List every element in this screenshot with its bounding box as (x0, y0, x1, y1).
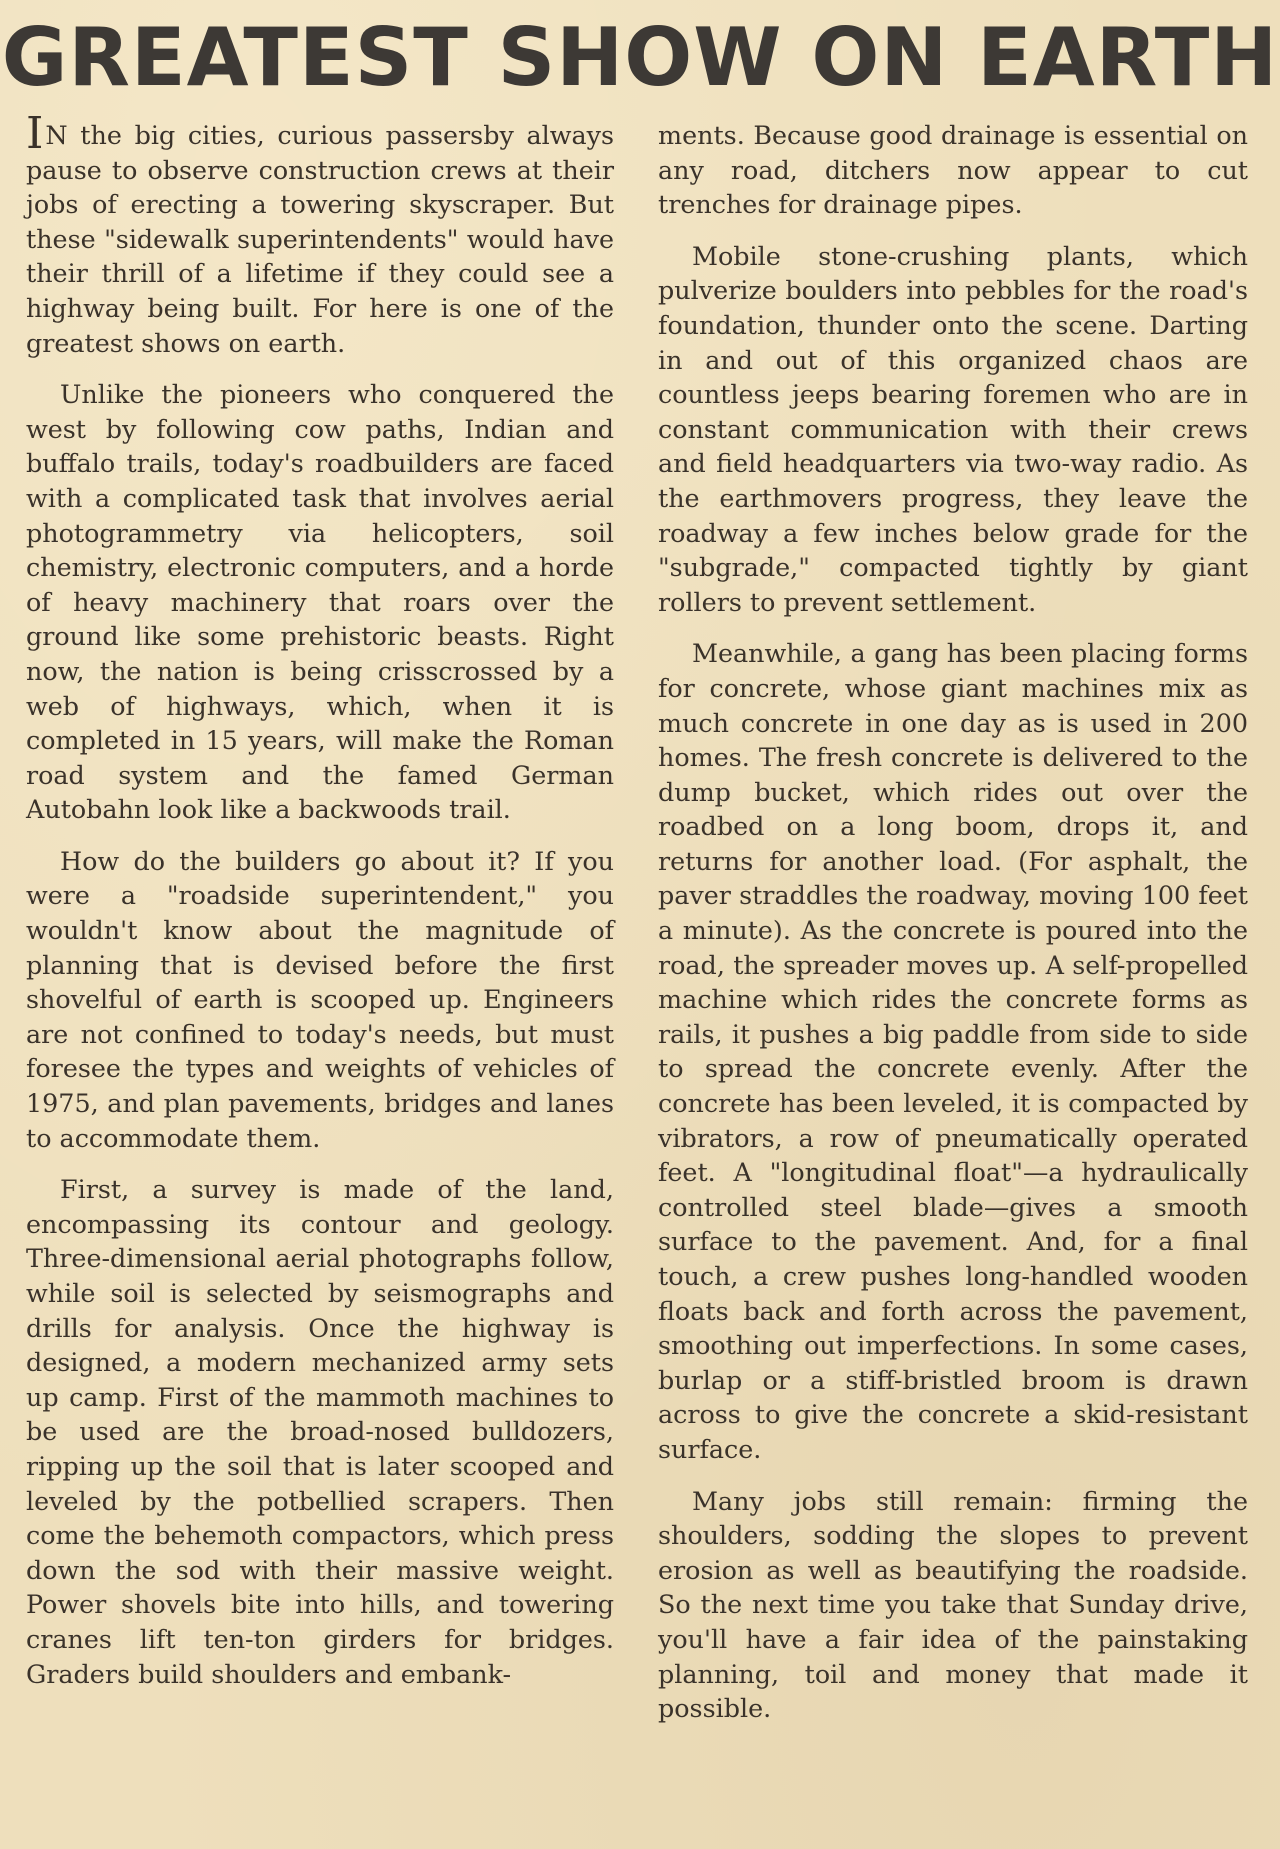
paragraph-conclusion: Many jobs still remain: firming the shoulders, sodding the slopes to prevent erosion as well as beautifying the roadside. So the next time you take that Sunday drive, you'll have a fair idea of the painstaking planning, toil and money that made it possible. (658, 1485, 1248, 1724)
page-title: GREATEST SHOW ON EARTH (1, 11, 1279, 104)
left-column (26, 108, 614, 1708)
drop-cap: I (26, 108, 44, 159)
paragraph-intro-text: N the big cities, curious passersby always pause to observe construction crews at their jobs of erecting a towering skyscraper. But these "sidewalk superintendents" would have their thrill of a lifetime if they could see a highway being built. For here is one of the greatest shows on earth. (26, 120, 614, 358)
paragraph-drainage: ments. Because good drainage is essential on any road, ditchers now appear to cut trenches for drainage pipes. (658, 120, 1248, 220)
right-column (658, 118, 1248, 1743)
paragraph-planning: How do the builders go about it? If you were a "roadside superintendent," you wouldn't know about the magnitude of planning that is devised before the first shovelful of earth is scooped up. Engineers are not confined to today's needs, but must foresee the types and weights of vehicles of 1975, and plan pavements, bridges and lanes to accommodate them. (26, 845, 614, 1153)
paragraph-concrete: Meanwhile, a gang has been placing forms for concrete, whose giant machines mix as much concrete in one day as is used in 200 homes. The fresh concrete is delivered to the dump bucket, which rides out over the roadbed on a long boom, drops it, and returns for another load. (For asphalt, the paver straddles the roadway, moving 100 feet a minute). As the concrete is poured into the road, the spreader moves up. A self-propelled machine which rides the concrete forms as rails, it pushes a big paddle from side to side to spread the concrete evenly. After the concrete has been leveled, it is compacted by vibrators, a row of pneumatically operated feet. A "longitudinal float"—a hydraulically controlled steel blade—gives a smooth surface to the pavement. And, for a final touch, a crew pushes long-handled wooden floats back and forth across the pavement, smoothing out imperfections. In some cases, burlap or a stiff-bristled broom is drawn across to give the concrete a skid-resistant surface. (658, 638, 1248, 1464)
paragraph-pioneers: Unlike the pioneers who conquered the west by following cow paths, Indian and buffalo trails, today's roadbuilders are faced with a complicated task that involves aerial photogrammetry via helicopters, soil chemistry, electronic computers, and a horde of heavy machinery that roars over the ground like some prehistoric beasts. Right now, the nation is being crisscrossed by a web of highways, which, when it is completed in 15 years, will make the Roman road system and the famed German Autobahn look like a backwoods trail. (26, 379, 614, 825)
paragraph-survey: First, a survey is made of the land, encompassing its contour and geology. Three-dimensional aerial photographs follow, while soil is selected by seismographs and drills for analysis. Once the highway is designed, a modern mechanized army sets up camp. First of the mammoth machines to be used are the broad-nosed bulldozers, ripping up the soil that is later scooped and leveled by the potbellied scrapers. Then come the behemoth compactors, which press down the sod with their massive weight. Power shovels bite into hills, and towering cranes lift ten-ton girders for bridges. Graders build shoulders and embank- (26, 1174, 614, 1689)
paragraph-intro (26, 108, 614, 360)
paragraph-stone-crushing: Mobile stone-crushing plants, which pulverize boulders into pebbles for the road's foundation, thunder onto the scene. Darting in and out of this organized chaos are countless jeeps bearing foremen who are in constant communication with their crews and field headquarters via two-way radio. As the earthmovers progress, they leave the roadway a few inches below grade for the "subgrade," compacted tightly by giant rollers to prevent settlement. (658, 240, 1248, 617)
